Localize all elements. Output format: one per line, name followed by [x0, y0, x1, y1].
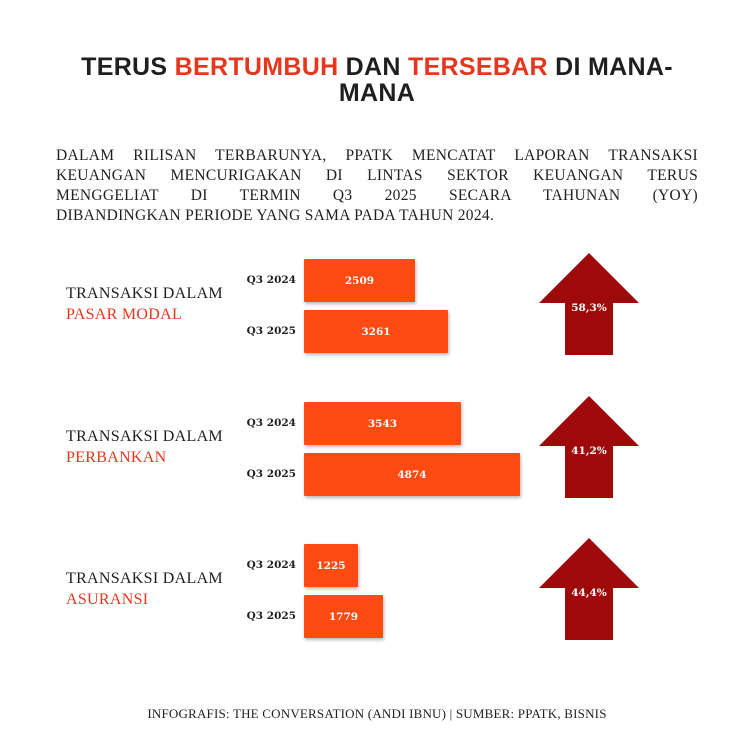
- bar: [304, 259, 415, 302]
- bar: [304, 453, 520, 496]
- title-part-3: DI MANA-: [547, 53, 673, 81]
- category-label: [66, 426, 223, 468]
- period-label: Q3 2025: [246, 325, 296, 337]
- source-credit: INFOGRAFIS: THE CONVERSATION (ANDI IBNU) | SUMBER: PPATK, BISNIS: [147, 706, 607, 721]
- category-label-line1: TRANSAKSI DALAM: [66, 285, 223, 302]
- growth-value: 44,4%: [571, 587, 607, 599]
- title-part-4: MANA: [338, 79, 416, 107]
- page-title: [0, 54, 754, 106]
- period-label: Q3 2025: [246, 610, 296, 622]
- growth-value: 41,2%: [571, 445, 607, 457]
- title-part-1: TERUS: [81, 53, 175, 81]
- category-label: [66, 568, 223, 610]
- category-label-line1: TRANSAKSI DALAM: [66, 570, 223, 587]
- category-label-line2: PERBANKAN: [66, 449, 167, 466]
- category-label: [66, 283, 223, 325]
- category-label-line1: TRANSAKSI DALAM: [66, 428, 223, 445]
- bar-value-label: 1225: [316, 559, 346, 572]
- intro-line: DALAM RILISAN TERBARUNYA, PPATK MENCATAT LAPORAN TRANSAKSI: [56, 147, 698, 164]
- bar-value-label: 3543: [367, 417, 398, 430]
- intro-line: DIBANDINGKAN PERIODE YANG SAMA PADA TAHUN 2024.: [56, 207, 495, 224]
- period-label: Q3 2025: [246, 468, 296, 480]
- bar: [304, 402, 461, 445]
- period-label: Q3 2024: [246, 559, 296, 571]
- intro-paragraph: [56, 146, 698, 226]
- intro-line: KEUANGAN MENCURIGAKAN DI LINTAS SEKTOR KEUANGAN TERUS: [56, 167, 698, 184]
- bar: [304, 544, 358, 587]
- bar: [304, 310, 448, 353]
- title-highlight-2: TERSEBAR: [408, 53, 548, 81]
- title-part-2: DAN: [338, 53, 408, 81]
- category-label-line2: ASURANSI: [66, 591, 149, 608]
- category-label-line2: PASAR MODAL: [66, 306, 183, 323]
- bar-value-label: 2509: [344, 274, 375, 287]
- growth-value: 58,3%: [571, 302, 607, 314]
- period-label: Q3 2024: [246, 274, 296, 286]
- bar-value-label: 3261: [361, 325, 391, 338]
- bar-value-label: 4874: [397, 468, 427, 481]
- period-label: Q3 2024: [246, 417, 296, 429]
- bar-value-label: 1779: [328, 610, 359, 623]
- title-highlight-1: BERTUMBUH: [174, 53, 339, 81]
- bar: [304, 595, 383, 638]
- intro-line: MENGGELIAT DI TERMIN Q3 2025 SECARA TAHUNAN (YOY): [56, 187, 698, 204]
